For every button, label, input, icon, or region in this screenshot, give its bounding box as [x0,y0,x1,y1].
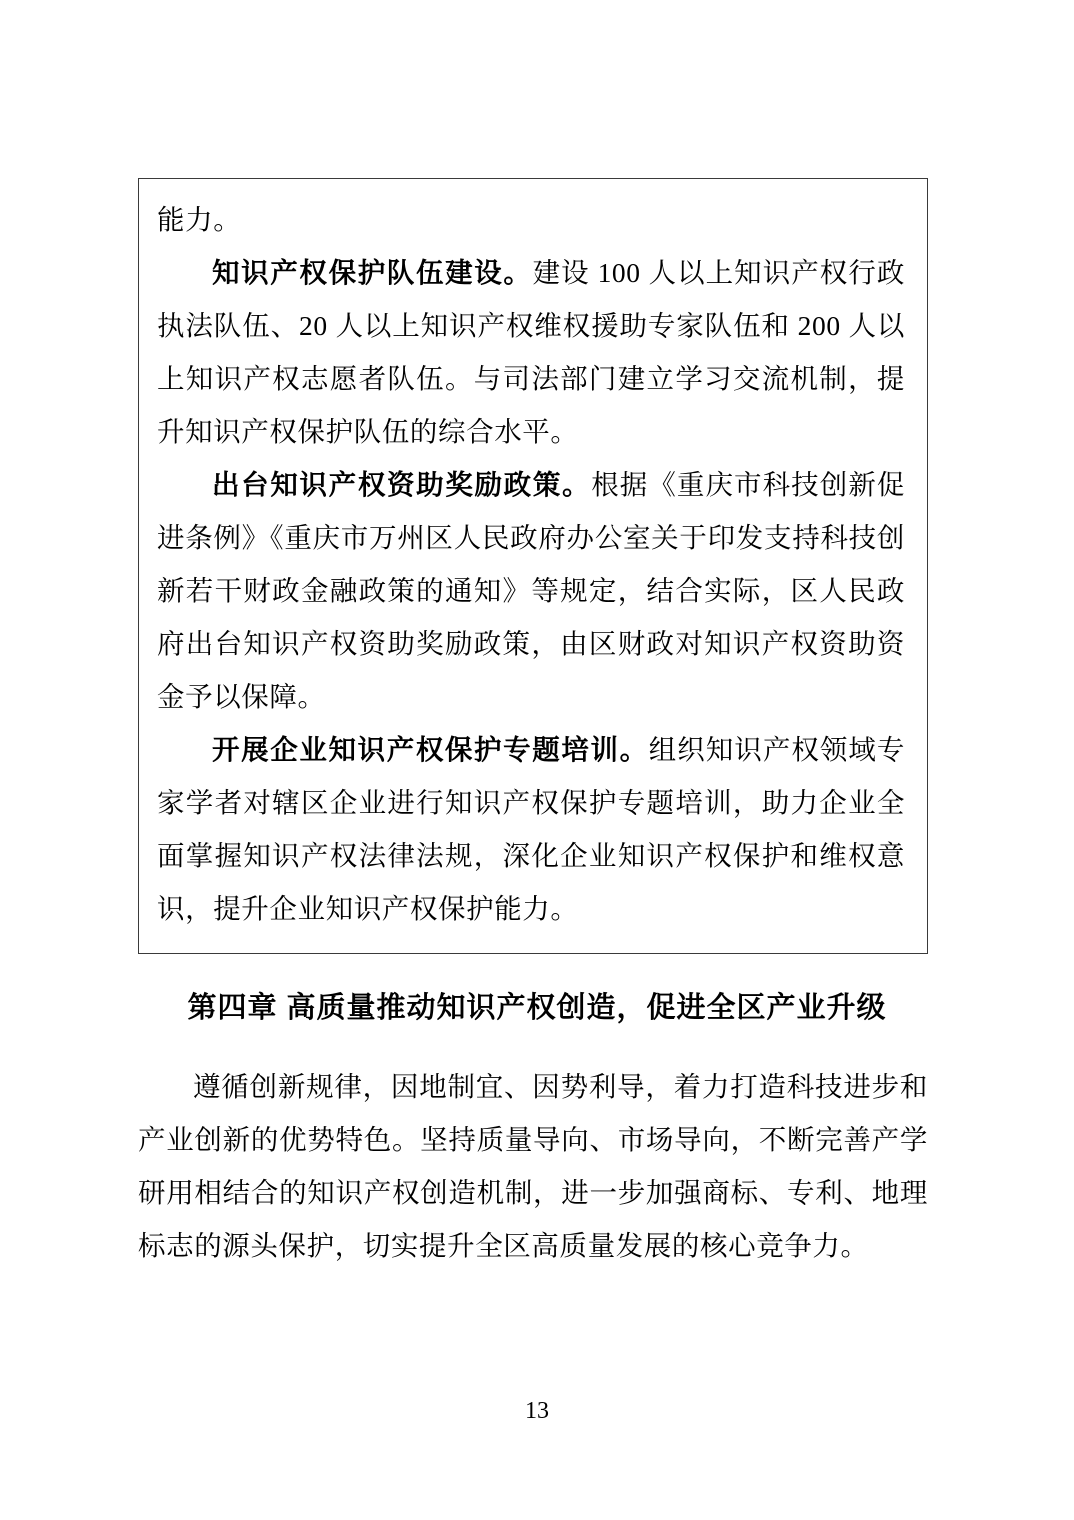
paragraph-continuation [157,193,905,246]
paragraph-lead-in: 出台知识产权资助奖励政策。 [212,469,592,500]
paragraph-text: 能力。 [157,204,242,235]
paragraph-chapter-intro: 遵循创新规律，因地制宜、因势利导，着力打造科技进步和产业创新的优势特色。坚持质量导向、市场导向，不断完善产学研用相结合的知识产权创造机制，进一步加强商标、专利、地理标志的源头保护，切实提升全区高质量发展的核心竞争力。 [138,1071,928,1261]
paragraph-enterprise-training [157,723,905,935]
paragraph-ip-protection-team [157,246,905,458]
paragraph-lead-in: 开展企业知识产权保护专题培训。 [212,734,649,765]
paragraph-text: 建设 100 人以上知识产权行政执法队伍、20 人以上知识产权维权援助专家队伍和 200 人以上知识产权志愿者队伍。与司法部门建立学习交流机制，提升知识产权保护队伍的综合水平。 [157,257,905,447]
paragraph-text: 组织知识产权领域专家学者对辖区企业进行知识产权保护专题培训，助力企业全面掌握知识产权法律法规，深化企业知识产权保护和维权意识，提升企业知识产权保护能力。 [157,734,906,924]
paragraph-subsidy-policy [157,458,905,723]
page-number: 13 [525,1398,549,1424]
chapter-intro-block [138,1060,928,1272]
boxed-content-region [138,178,928,954]
paragraph-lead-in: 知识产权保护队伍建设。 [212,257,533,288]
chapter-heading: 第四章 高质量推动知识产权创造，促进全区产业升级 [187,992,887,1024]
paragraph-text: 根据《重庆市科技创新促进条例》《重庆市万州区人民政府办公室关于印发支持科技创新若干财政金融政策的通知》等规定，结合实际，区人民政府出台知识产权资助奖励政策，由区财政对知识产权资助资金予以保障。 [157,469,905,712]
